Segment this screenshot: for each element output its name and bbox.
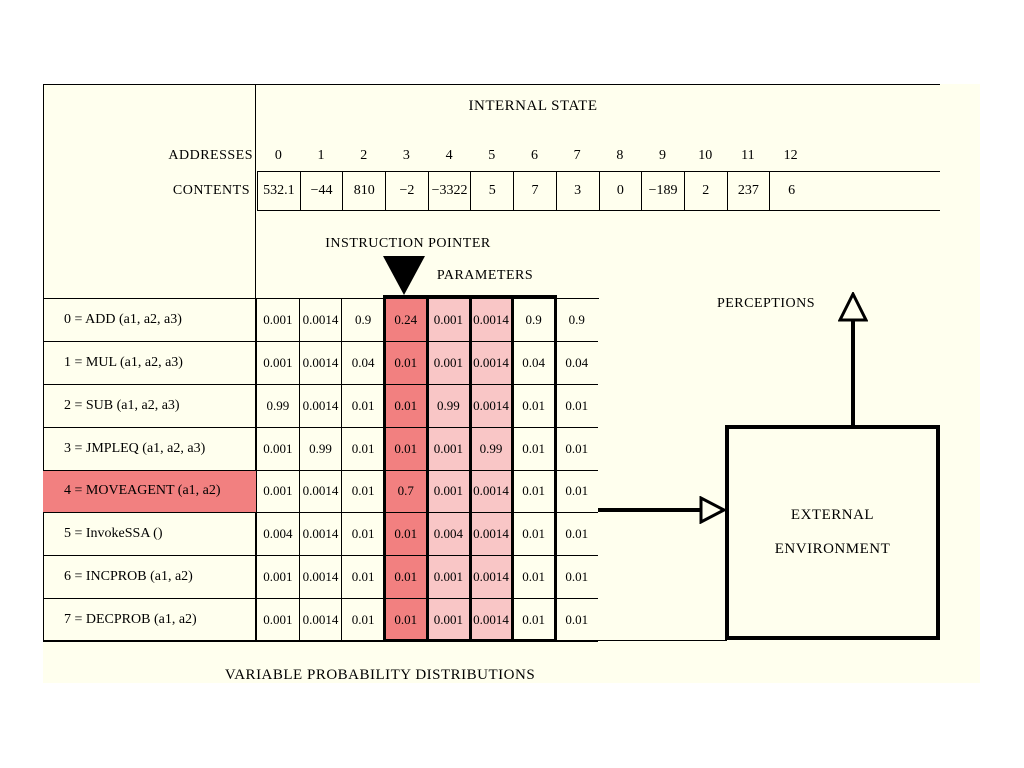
- prob-value-cell: 0.01: [555, 385, 598, 428]
- contents-cell: 0: [600, 172, 643, 210]
- prob-value-cell: 0.01: [513, 385, 556, 428]
- contents-cell: 6: [788, 183, 796, 198]
- prob-value-cell: 0.001: [257, 599, 300, 642]
- prob-value-cell: 0.01: [555, 556, 598, 599]
- prob-value-cell: 0.001: [428, 599, 471, 642]
- address-cell: 10: [698, 148, 713, 163]
- probability-table: [43, 298, 599, 642]
- prob-value-cell: 0.001: [257, 556, 300, 599]
- address-cell: 8: [616, 148, 624, 163]
- prob-value-cell: 0.24: [385, 299, 428, 342]
- address-cell: 1: [317, 148, 325, 163]
- prob-row-label-cell: 6 = INCPROB (a1, a2): [43, 556, 257, 599]
- contents-cell: 532.1: [258, 172, 301, 210]
- prob-row-label-cell: 1 = MUL (a1, a2, a3): [43, 342, 257, 385]
- prob-row-label-cell: 4 = MOVEAGENT (a1, a2): [43, 471, 257, 514]
- prob-value-cell: 0.01: [342, 556, 385, 599]
- address-cell: 6: [530, 148, 538, 163]
- prob-value-cell: 0.0014: [470, 599, 513, 642]
- contents-cell: −2: [386, 172, 429, 210]
- prob-value-cell: 0.01: [385, 556, 428, 599]
- prob-value-cell: 0.0014: [300, 299, 343, 342]
- prob-value-cell: 0.99: [428, 385, 471, 428]
- prob-value-cell: 0.01: [513, 599, 556, 642]
- address-cell: 11: [741, 148, 755, 163]
- contents-row: [257, 171, 940, 211]
- address-cell: 9: [659, 148, 667, 163]
- prob-value-cell: 0.001: [257, 428, 300, 471]
- prob-value-cell: 0.001: [428, 556, 471, 599]
- agent-architecture-figure: [43, 84, 980, 683]
- contents-label: CONTENTS: [172, 183, 250, 198]
- prob-value-cell: 0.01: [385, 428, 428, 471]
- contents-cell: 810: [343, 172, 386, 210]
- prob-value-cell: 0.01: [385, 342, 428, 385]
- addresses-label: ADDRESSES: [168, 148, 253, 163]
- table-top-border: [43, 84, 940, 85]
- prob-value-cell: 0.99: [257, 385, 300, 428]
- external-environment-box: [725, 425, 940, 640]
- prob-value-cell: 0.001: [428, 428, 471, 471]
- prob-value-cell: 0.01: [385, 599, 428, 642]
- prob-value-cell: 0.01: [385, 513, 428, 556]
- prob-value-cell: 0.01: [513, 471, 556, 514]
- prob-row-label-cell: 7 = DECPROB (a1, a2): [43, 599, 257, 642]
- contents-cell: −44: [301, 172, 344, 210]
- instruction-pointer-label: INSTRUCTION POINTER: [325, 236, 491, 251]
- prob-value-cell: 0.01: [342, 385, 385, 428]
- address-cell: 12: [783, 148, 798, 163]
- prob-value-cell: 0.01: [555, 428, 598, 471]
- prob-value-cell: 0.01: [555, 513, 598, 556]
- prob-value-cell: 0.004: [428, 513, 471, 556]
- internal-state-title: INTERNAL STATE: [468, 98, 598, 114]
- prob-value-cell: 0.0014: [470, 513, 513, 556]
- prob-value-cell: 0.0014: [300, 471, 343, 514]
- parameters-label: PARAMETERS: [436, 268, 534, 283]
- address-cell: 3: [402, 148, 410, 163]
- prob-value-cell: 0.001: [257, 299, 300, 342]
- prob-value-cell: 0.0014: [300, 599, 343, 642]
- prob-value-cell: 0.001: [428, 342, 471, 385]
- address-cell: 7: [573, 148, 581, 163]
- contents-cell: 7: [514, 172, 557, 210]
- prob-value-cell: 0.0014: [300, 556, 343, 599]
- prob-row-label-cell: 2 = SUB (a1, a2, a3): [43, 385, 257, 428]
- contents-cell: 237: [728, 172, 771, 210]
- addresses-row: [257, 148, 813, 164]
- prob-value-cell: 0.001: [428, 299, 471, 342]
- prob-value-cell: 0.0014: [470, 471, 513, 514]
- prob-value-cell: 0.04: [513, 342, 556, 385]
- prob-value-cell: 0.7: [385, 471, 428, 514]
- prob-value-cell: 0.01: [342, 471, 385, 514]
- prob-value-cell: 0.0014: [300, 342, 343, 385]
- prob-value-cell: 0.99: [470, 428, 513, 471]
- figure-caption: VARIABLE PROBABILITY DISTRIBUTIONS: [224, 667, 536, 683]
- prob-value-cell: 0.9: [342, 299, 385, 342]
- prob-row-label-cell: 3 = JMPLEQ (a1, a2, a3): [43, 428, 257, 471]
- prob-value-cell: 0.99: [300, 428, 343, 471]
- prob-value-cell: 0.01: [555, 471, 598, 514]
- prob-value-cell: 0.0014: [300, 513, 343, 556]
- prob-value-cell: 0.01: [555, 599, 598, 642]
- contents-cell: −3322: [429, 172, 472, 210]
- prob-value-cell: 0.01: [513, 513, 556, 556]
- prob-value-cell: 0.01: [342, 428, 385, 471]
- external-environment-line1: EXTERNAL: [790, 507, 875, 523]
- external-environment-line2: ENVIRONMENT: [774, 541, 891, 557]
- prob-value-cell: 0.01: [342, 513, 385, 556]
- prob-value-cell: 0.0014: [470, 342, 513, 385]
- address-cell: 5: [488, 148, 496, 163]
- prob-value-cell: 0.0014: [300, 385, 343, 428]
- prob-value-cell: 0.9: [555, 299, 598, 342]
- prob-value-cell: 0.01: [513, 428, 556, 471]
- perceptions-arrow-shaft: [851, 321, 855, 425]
- address-cell: 0: [274, 148, 282, 163]
- env-input-arrowhead-icon: [699, 496, 727, 524]
- prob-row-label-cell: 0 = ADD (a1, a2, a3): [43, 299, 257, 342]
- prob-value-cell: 0.9: [513, 299, 556, 342]
- prob-value-cell: 0.001: [428, 471, 471, 514]
- prob-row-label-cell: 5 = InvokeSSA (): [43, 513, 257, 556]
- prob-value-cell: 0.0014: [470, 299, 513, 342]
- perceptions-label: PERCEPTIONS: [716, 296, 816, 311]
- prob-value-cell: 0.0014: [470, 385, 513, 428]
- contents-cell: −189: [642, 172, 685, 210]
- address-cell: 2: [360, 148, 368, 163]
- prob-value-cell: 0.0014: [470, 556, 513, 599]
- prob-value-cell: 0.01: [385, 385, 428, 428]
- prob-value-cell: 0.004: [257, 513, 300, 556]
- prob-value-cell: 0.04: [342, 342, 385, 385]
- contents-cell: 3: [557, 172, 600, 210]
- address-cell: 4: [445, 148, 453, 163]
- contents-cell: 2: [685, 172, 728, 210]
- prob-value-cell: 0.001: [257, 342, 300, 385]
- env-input-arrow-shaft: [598, 508, 701, 512]
- prob-value-cell: 0.01: [342, 599, 385, 642]
- prob-value-cell: 0.01: [513, 556, 556, 599]
- prob-value-cell: 0.04: [555, 342, 598, 385]
- contents-cell: 5: [471, 172, 514, 210]
- prob-value-cell: 0.001: [257, 471, 300, 514]
